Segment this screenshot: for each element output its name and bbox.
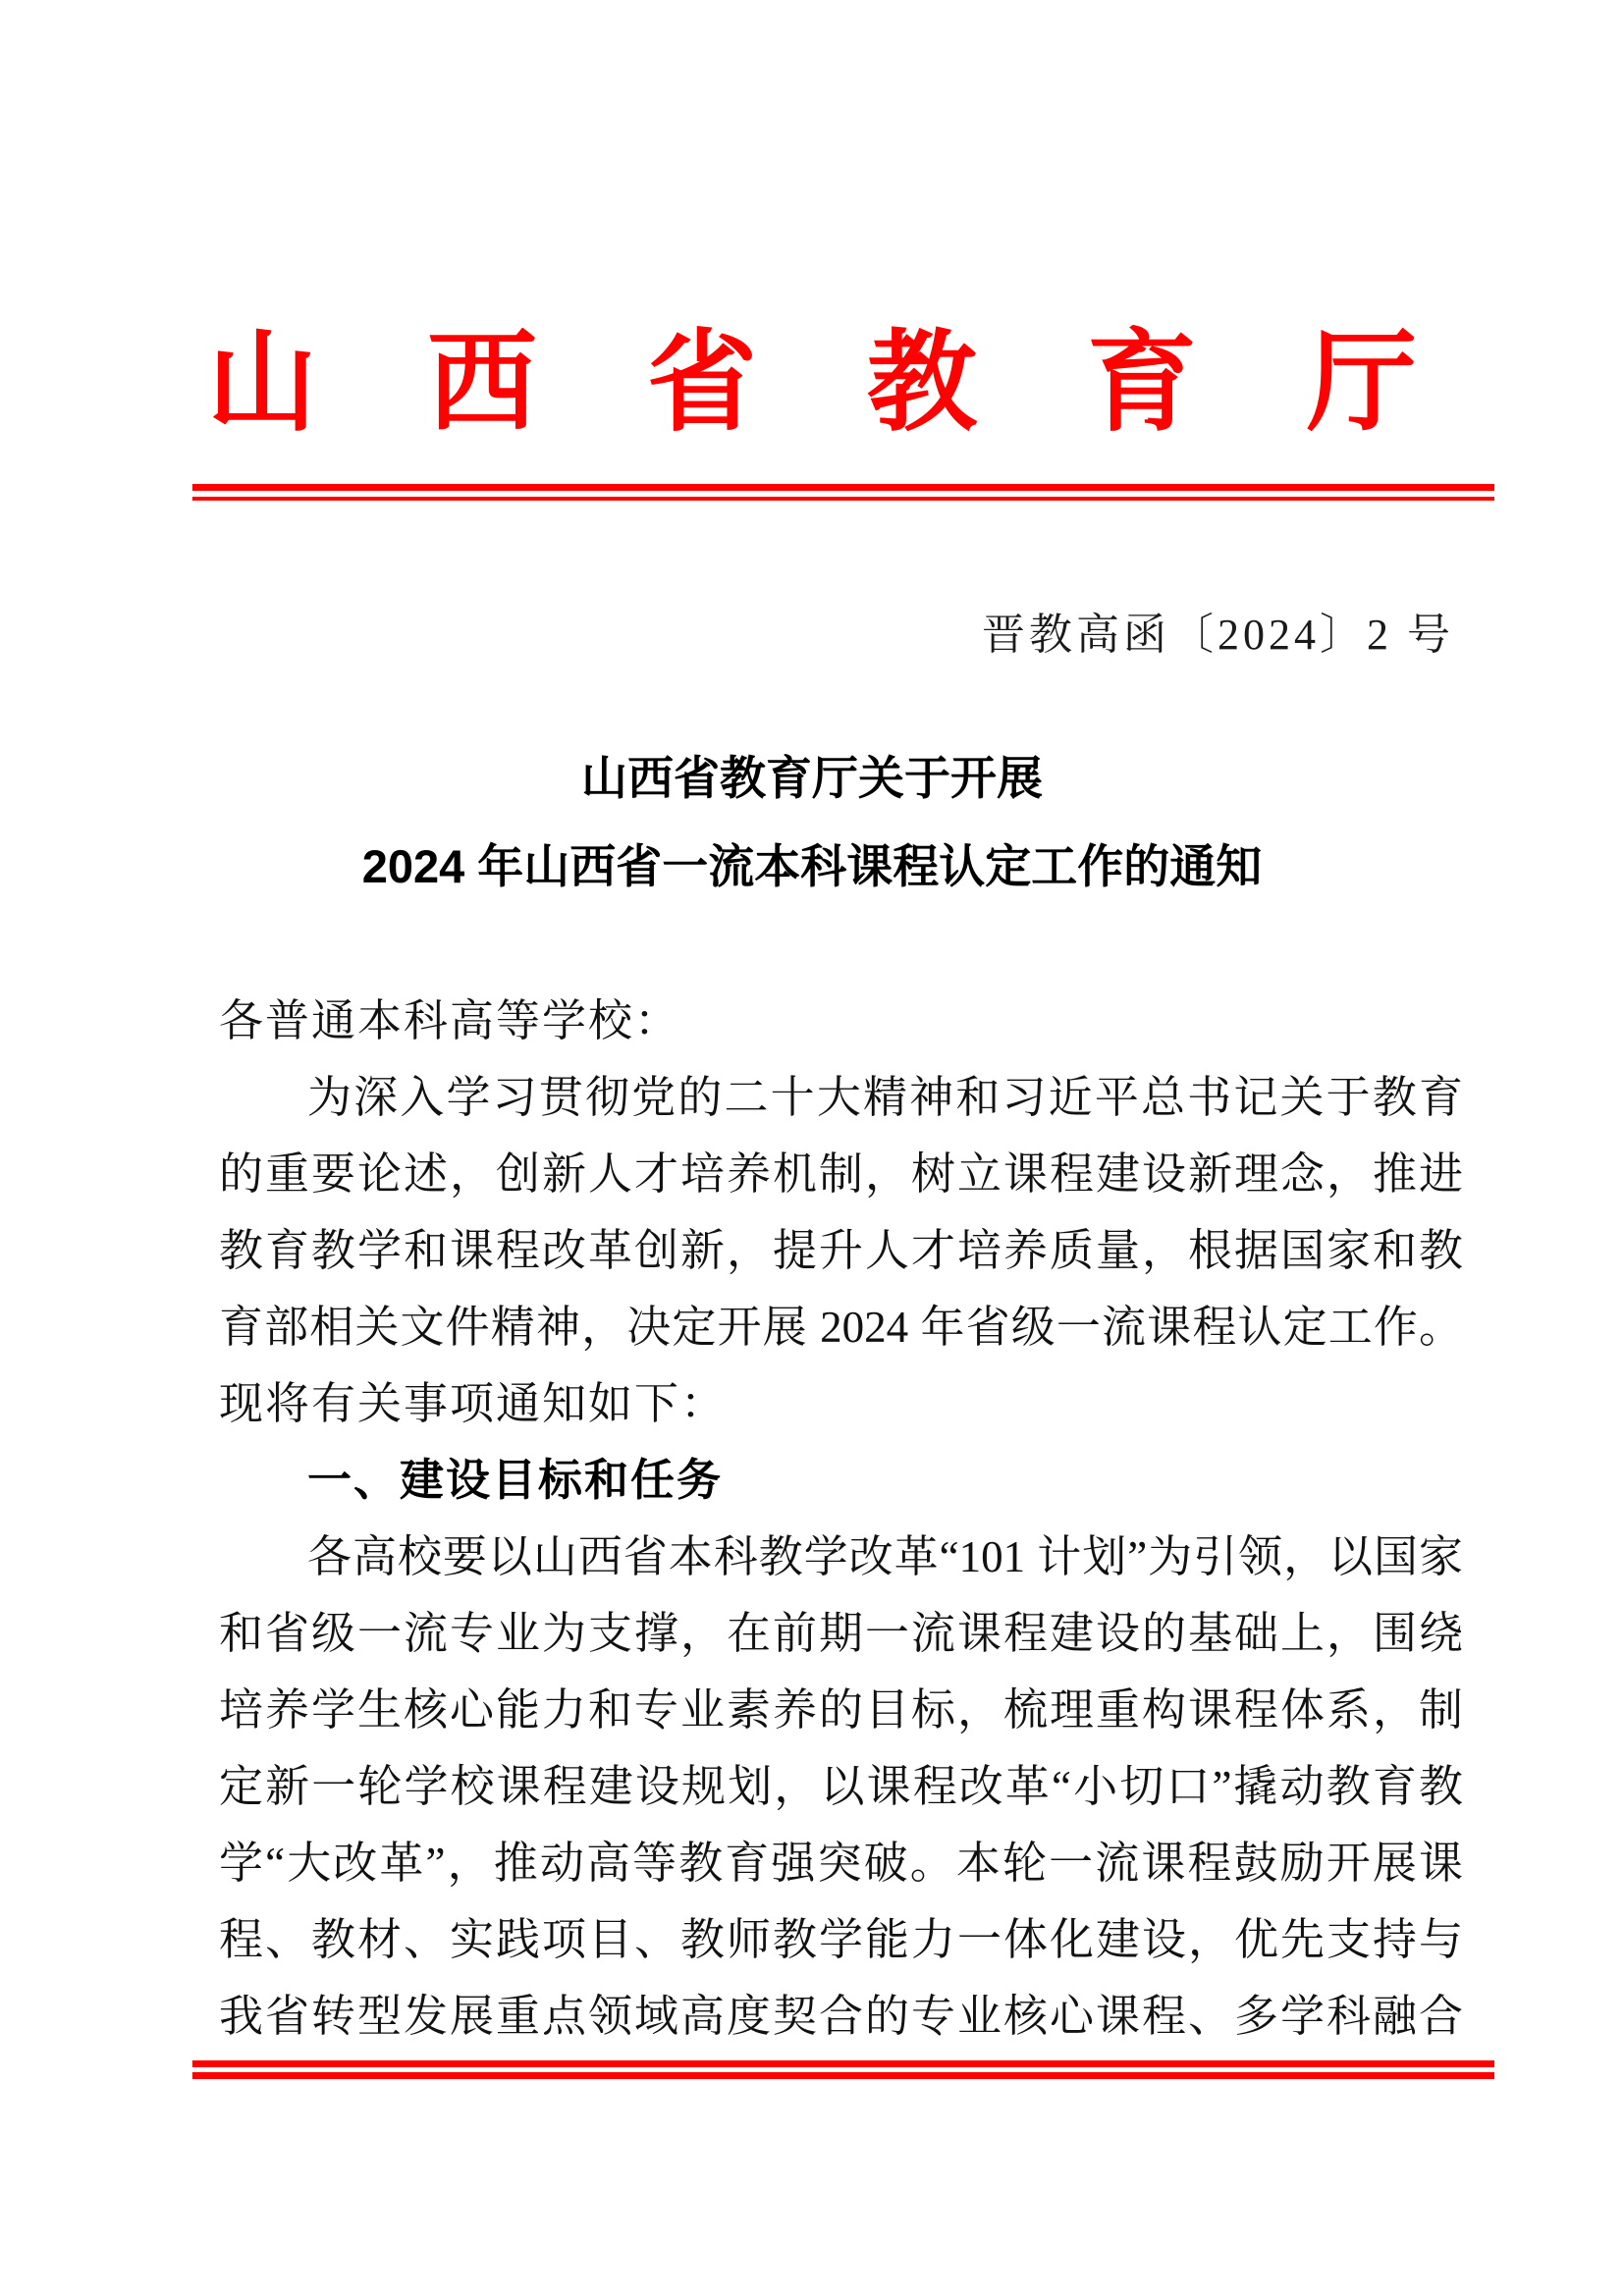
- body-line: 育部相关文件精神，决定开展 2024 年省级一流课程认定工作。: [219, 1303, 1463, 1352]
- body-line: 各高校要以山西省本科教学改革“101 计划”为引领，以国家: [307, 1532, 1463, 1581]
- body-line: 培养学生核心能力和专业素养的目标，梳理重构课程体系，制: [219, 1685, 1463, 1735]
- masthead-rule-thin: [192, 497, 1494, 501]
- body-line: 定新一轮学校课程建设规划，以课程改革“小切口”撬动教育教: [219, 1762, 1463, 1811]
- masthead-rule-thick: [192, 484, 1494, 491]
- body-line: 的重要论述，创新人才培养机制，树立课程建设新理念，推进: [219, 1149, 1463, 1199]
- footer-rule-2: [192, 2072, 1494, 2079]
- footer-rule-1: [192, 2060, 1494, 2067]
- doc-title-line2: 2024 年山西省一流本科课程认定工作的通知: [361, 840, 1263, 892]
- body-line: 我省转型发展重点领域高度契合的专业核心课程、多学科融合: [219, 1992, 1463, 2041]
- section-heading: 一、建设目标和任务: [307, 1455, 724, 1505]
- body-line: 教育教学和课程改革创新，提升人才培养质量，根据国家和教: [219, 1226, 1463, 1275]
- body-line: 为深入学习贯彻党的二十大精神和习近平总书记关于教育: [307, 1073, 1463, 1122]
- doc-title-line1: 山西省教育厅关于开展: [581, 752, 1043, 804]
- doc-title: [0, 734, 1624, 911]
- body-line-salutation: 各普通本科高等学校：: [219, 996, 681, 1045]
- doc-number: 晋教高函〔2024〕2 号: [982, 611, 1454, 659]
- body-text: [219, 983, 1463, 2055]
- body-line: 学“大改革”，推动高等教育强突破。本轮一流课程鼓励开展课: [219, 1839, 1463, 1888]
- body-line: 和省级一流专业为支撑，在前期一流课程建设的基础上，围绕: [219, 1609, 1463, 1658]
- body-line: 现将有关事项通知如下：: [219, 1379, 728, 1428]
- body-line: 程、教材、实践项目、教师教学能力一体化建设，优先支持与: [219, 1915, 1463, 1964]
- org-masthead-title: 山西省教育厅: [207, 323, 1527, 445]
